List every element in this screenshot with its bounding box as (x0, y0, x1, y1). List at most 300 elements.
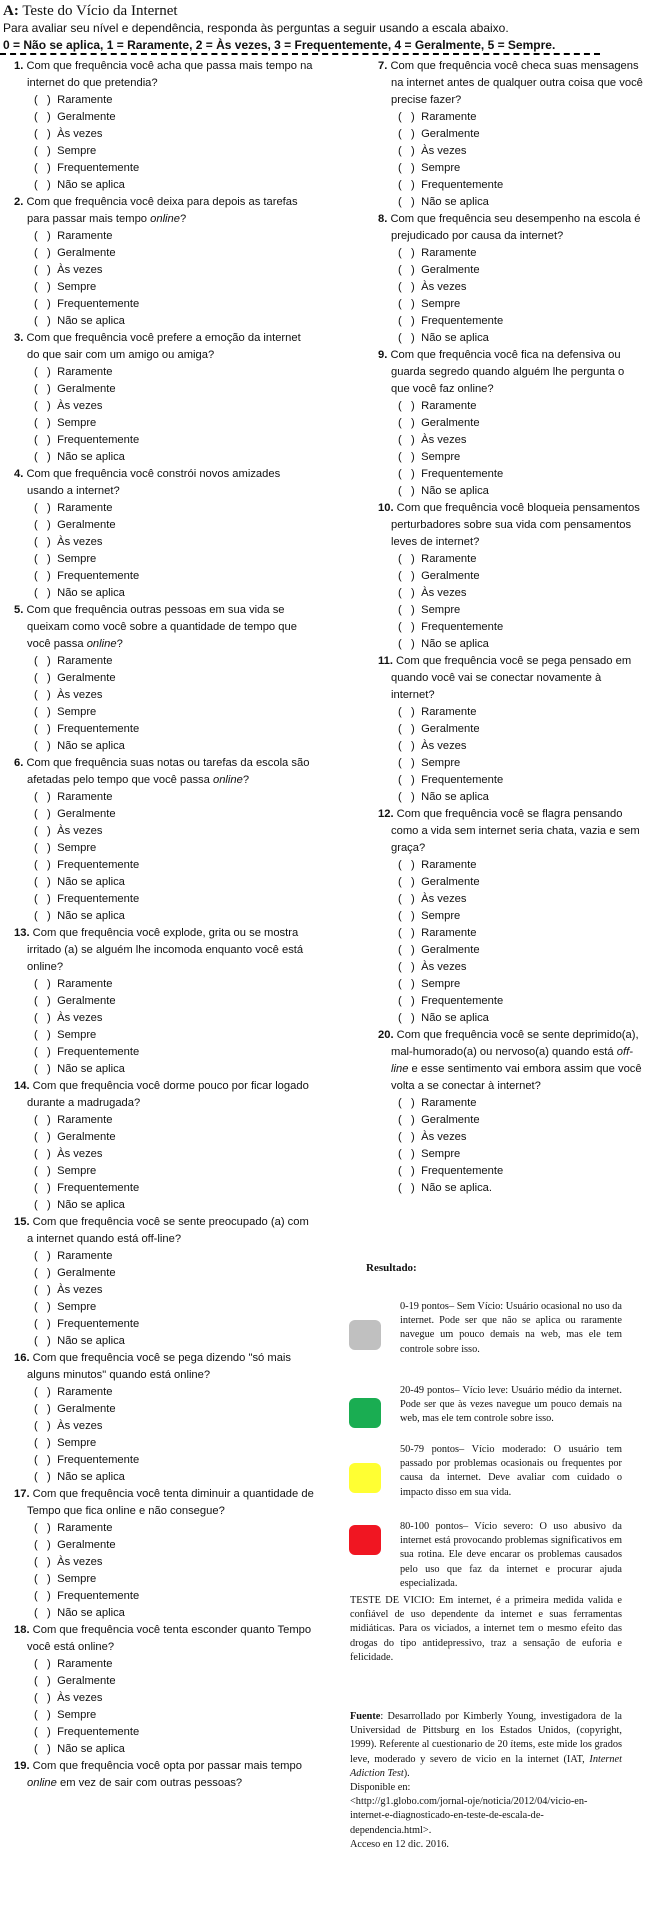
checkbox-parentheses[interactable]: ( ) (34, 910, 51, 922)
answer-option[interactable] (14, 449, 314, 466)
question-item (14, 1622, 314, 1758)
checkbox-parentheses[interactable]: ( ) (398, 774, 415, 786)
checkbox-parentheses[interactable]: ( ) (398, 587, 415, 599)
answer-option[interactable] (14, 177, 314, 194)
answer-option[interactable] (14, 296, 314, 313)
answer-label: Frequentemente (54, 1454, 140, 1466)
answer-option[interactable] (14, 857, 314, 874)
answer-option[interactable] (14, 1724, 314, 1741)
checkbox-parentheses[interactable]: ( ) (34, 247, 51, 259)
answer-option[interactable] (378, 126, 643, 143)
checkbox-parentheses[interactable]: ( ) (34, 1743, 51, 1755)
answer-option[interactable] (14, 432, 314, 449)
answer-option[interactable] (378, 432, 643, 449)
answer-label: Sempre (54, 281, 97, 293)
answer-label: Sempre (54, 1029, 97, 1041)
answer-option[interactable] (378, 109, 643, 126)
answer-option[interactable] (378, 313, 643, 330)
checkbox-parentheses[interactable]: ( ) (398, 723, 415, 735)
answer-option[interactable] (378, 1146, 643, 1163)
checkbox-parentheses[interactable]: ( ) (398, 332, 415, 344)
checkbox-parentheses[interactable]: ( ) (398, 145, 415, 157)
checkbox-parentheses[interactable]: ( ) (34, 1284, 51, 1296)
checkbox-parentheses[interactable]: ( ) (398, 111, 415, 123)
checkbox-parentheses[interactable]: ( ) (34, 1454, 51, 1466)
answer-option[interactable] (378, 857, 643, 874)
checkbox-parentheses[interactable]: ( ) (34, 315, 51, 327)
answer-label: Às vezes (54, 1284, 103, 1296)
questions-left-column (14, 58, 314, 1792)
answer-option[interactable] (14, 1588, 314, 1605)
checkbox-parentheses[interactable]: ( ) (34, 179, 51, 191)
answer-option[interactable] (378, 738, 643, 755)
checkbox-parentheses[interactable]: ( ) (398, 162, 415, 174)
checkbox-parentheses[interactable]: ( ) (34, 876, 51, 888)
legend-text-mild: 20-49 pontos– Vício leve: Usuário médio da internet. Pode ser que às vezes navegue um pouco demais na web, mas ele tem controle sobre isso. (400, 1385, 622, 1425)
answer-option[interactable] (14, 1333, 314, 1350)
checkbox-parentheses[interactable]: ( ) (34, 451, 51, 463)
answer-option[interactable] (14, 1146, 314, 1163)
answer-option[interactable] (14, 1316, 314, 1333)
question-item (378, 653, 643, 806)
checkbox-parentheses[interactable]: ( ) (34, 417, 51, 429)
answer-option[interactable] (14, 721, 314, 738)
checkbox-parentheses[interactable]: ( ) (34, 1250, 51, 1262)
checkbox-parentheses[interactable]: ( ) (34, 1199, 51, 1211)
answer-option[interactable] (14, 993, 314, 1010)
answer-option[interactable] (14, 1248, 314, 1265)
answer-option[interactable] (14, 262, 314, 279)
answer-option[interactable] (378, 466, 643, 483)
checkbox-parentheses[interactable]: ( ) (398, 1114, 415, 1126)
checkbox-parentheses[interactable]: ( ) (34, 434, 51, 446)
question-text: 7. Com que frequência você checa suas mensagens na internet antes de qualquer outra coisa que você precise fazer? (378, 60, 643, 106)
answer-label: Geralmente (54, 808, 116, 820)
source-text: : Desarrollado por Kimberly Young, investigadora de la Universidad de Pittsburg en los Estados Unidos, (copyright, 1999). Referente al cuestionario de 20 ítems, este mide los grados leve, moderado y severo de vicio en la internet (IAT, (350, 1711, 622, 1765)
answer-label: Frequentemente (418, 468, 504, 480)
checkbox-parentheses[interactable]: ( ) (398, 281, 415, 293)
answer-label: Raramente (54, 1250, 113, 1262)
answer-option[interactable] (14, 891, 314, 908)
answer-option[interactable] (14, 908, 314, 925)
answer-option[interactable] (14, 670, 314, 687)
question-item (378, 1027, 643, 1197)
checkbox-parentheses[interactable]: ( ) (34, 842, 51, 854)
source-block (350, 1710, 622, 1852)
checkbox-parentheses[interactable]: ( ) (34, 1301, 51, 1313)
checkbox-parentheses[interactable]: ( ) (398, 1182, 415, 1194)
answer-label: Não se aplica (54, 1199, 125, 1211)
checkbox-parentheses[interactable]: ( ) (398, 1131, 415, 1143)
answer-option[interactable] (14, 1384, 314, 1401)
answer-label: Não se aplica (54, 910, 125, 922)
answer-option[interactable] (378, 398, 643, 415)
question-text: 1. Com que frequência você acha que passa mais tempo na internet do que pretendia? (14, 60, 313, 89)
answer-option[interactable] (14, 1163, 314, 1180)
question-item (14, 1758, 314, 1792)
checkbox-parentheses[interactable]: ( ) (34, 1420, 51, 1432)
answer-label: Geralmente (54, 1403, 116, 1415)
checkbox-parentheses[interactable]: ( ) (34, 502, 51, 514)
answer-option[interactable] (14, 840, 314, 857)
checkbox-parentheses[interactable]: ( ) (34, 672, 51, 684)
checkbox-parentheses[interactable]: ( ) (34, 587, 51, 599)
checkbox-parentheses[interactable]: ( ) (34, 1471, 51, 1483)
answer-option[interactable] (14, 1741, 314, 1758)
answer-option[interactable] (14, 1673, 314, 1690)
checkbox-parentheses[interactable]: ( ) (398, 1097, 415, 1109)
checkbox-parentheses[interactable]: ( ) (398, 485, 415, 497)
answer-label: Geralmente (54, 383, 116, 395)
answer-label: Não se aplica (418, 638, 489, 650)
answer-option[interactable] (14, 279, 314, 296)
checkbox-parentheses[interactable]: ( ) (398, 910, 415, 922)
checkbox-parentheses[interactable]: ( ) (34, 162, 51, 174)
checkbox-parentheses[interactable]: ( ) (398, 400, 415, 412)
checkbox-parentheses[interactable]: ( ) (34, 570, 51, 582)
question-text: 12. Com que frequência você se flagra pensando como a vida sem internet seria chata, vazia e sem graça? (378, 808, 640, 854)
checkbox-parentheses[interactable]: ( ) (34, 723, 51, 735)
answer-label: Raramente (418, 927, 477, 939)
answer-option[interactable] (14, 1435, 314, 1452)
answer-option[interactable] (14, 1044, 314, 1061)
answer-option[interactable] (378, 942, 643, 959)
checkbox-parentheses[interactable]: ( ) (398, 893, 415, 905)
checkbox-parentheses[interactable]: ( ) (34, 1437, 51, 1449)
question-item (14, 1214, 314, 1350)
answer-option[interactable] (14, 381, 314, 398)
checkbox-parentheses[interactable]: ( ) (398, 1148, 415, 1160)
answer-option[interactable] (14, 1707, 314, 1724)
question-number: 10. (378, 502, 394, 514)
answer-option[interactable] (378, 959, 643, 976)
answer-option[interactable] (14, 517, 314, 534)
answer-option[interactable] (14, 1418, 314, 1435)
checkbox-parentheses[interactable]: ( ) (34, 1607, 51, 1619)
answer-option[interactable] (14, 874, 314, 891)
answer-option[interactable] (14, 1656, 314, 1673)
answer-label: Frequentemente (54, 1182, 140, 1194)
checkbox-parentheses[interactable]: ( ) (34, 1573, 51, 1585)
checkbox-parentheses[interactable]: ( ) (34, 1658, 51, 1670)
question-item (378, 58, 643, 211)
answer-option[interactable] (14, 313, 314, 330)
checkbox-parentheses[interactable]: ( ) (34, 1590, 51, 1602)
answer-option[interactable] (14, 1554, 314, 1571)
answer-option[interactable] (14, 143, 314, 160)
checkbox-parentheses[interactable]: ( ) (398, 638, 415, 650)
answer-option[interactable] (14, 245, 314, 262)
checkbox-parentheses[interactable]: ( ) (398, 791, 415, 803)
answer-option[interactable] (14, 1197, 314, 1214)
checkbox-parentheses[interactable]: ( ) (398, 315, 415, 327)
answer-option[interactable] (378, 160, 643, 177)
answer-label: Raramente (54, 366, 113, 378)
checkbox-parentheses[interactable]: ( ) (34, 1046, 51, 1058)
checkbox-parentheses[interactable]: ( ) (34, 1318, 51, 1330)
answer-option[interactable] (14, 126, 314, 143)
answer-option[interactable] (14, 806, 314, 823)
checkbox-parentheses[interactable]: ( ) (398, 298, 415, 310)
answer-label: Raramente (54, 502, 113, 514)
answer-option[interactable] (14, 109, 314, 126)
checkbox-parentheses[interactable]: ( ) (34, 366, 51, 378)
checkbox-parentheses[interactable]: ( ) (34, 825, 51, 837)
answer-option[interactable] (378, 1129, 643, 1146)
checkbox-parentheses[interactable]: ( ) (34, 1692, 51, 1704)
answer-option[interactable] (14, 1452, 314, 1469)
question-item (14, 58, 314, 194)
answer-label: Sempre (418, 162, 461, 174)
checkbox-parentheses[interactable]: ( ) (34, 1029, 51, 1041)
answer-option[interactable] (378, 1095, 643, 1112)
checkbox-parentheses[interactable]: ( ) (34, 1403, 51, 1415)
answer-option[interactable] (14, 228, 314, 245)
answer-option[interactable] (378, 908, 643, 925)
question-number: 8. (378, 213, 388, 225)
answer-option[interactable] (378, 619, 643, 636)
checkbox-parentheses[interactable]: ( ) (398, 621, 415, 633)
answer-label: Não se aplica (54, 740, 125, 752)
answer-label: Frequentemente (418, 621, 504, 633)
checkbox-parentheses[interactable]: ( ) (34, 230, 51, 242)
checkbox-parentheses[interactable]: ( ) (398, 1012, 415, 1024)
answer-option[interactable] (378, 925, 643, 942)
answer-option[interactable] (378, 449, 643, 466)
checkbox-parentheses[interactable]: ( ) (34, 1726, 51, 1738)
answer-option[interactable] (14, 789, 314, 806)
checkbox-parentheses[interactable]: ( ) (398, 927, 415, 939)
checkbox-parentheses[interactable]: ( ) (34, 1335, 51, 1347)
checkbox-parentheses[interactable]: ( ) (34, 791, 51, 803)
answer-option[interactable] (14, 1571, 314, 1588)
checkbox-parentheses[interactable]: ( ) (34, 536, 51, 548)
checkbox-parentheses[interactable]: ( ) (34, 1522, 51, 1534)
answer-option[interactable] (14, 823, 314, 840)
answer-option[interactable] (14, 653, 314, 670)
checkbox-parentheses[interactable]: ( ) (34, 706, 51, 718)
checkbox-parentheses[interactable]: ( ) (34, 995, 51, 1007)
answer-option[interactable] (378, 330, 643, 347)
checkbox-parentheses[interactable]: ( ) (34, 689, 51, 701)
answer-option[interactable] (14, 1401, 314, 1418)
question-text: 6. Com que frequência suas notas ou tarefas da escola são afetadas pelo tempo que você passa online? (14, 757, 310, 786)
checkbox-parentheses[interactable]: ( ) (34, 264, 51, 276)
answer-option[interactable] (378, 891, 643, 908)
answer-option[interactable] (378, 194, 643, 211)
checkbox-parentheses[interactable]: ( ) (34, 740, 51, 752)
question-text: 13. Com que frequência você explode, grita ou se mostra irritado (a) se alguém lhe incomoda enquanto você está online? (14, 927, 304, 973)
checkbox-parentheses[interactable]: ( ) (34, 553, 51, 565)
answer-option[interactable] (14, 738, 314, 755)
answer-option[interactable] (14, 398, 314, 415)
answer-option[interactable] (14, 534, 314, 551)
answer-option[interactable] (14, 415, 314, 432)
checkbox-parentheses[interactable]: ( ) (34, 1267, 51, 1279)
checkbox-parentheses[interactable]: ( ) (34, 400, 51, 412)
answer-label: Sempre (418, 298, 461, 310)
answer-option[interactable] (14, 1469, 314, 1486)
page-title (3, 2, 178, 20)
answer-label: Não se aplica (54, 1063, 125, 1075)
checkbox-parentheses[interactable]: ( ) (398, 553, 415, 565)
answer-option[interactable] (378, 245, 643, 262)
checkbox-parentheses[interactable]: ( ) (398, 740, 415, 752)
question-text: 14. Com que frequência você dorme pouco por ficar logado durante a madrugada? (14, 1080, 309, 1109)
checkbox-parentheses[interactable]: ( ) (34, 1148, 51, 1160)
answer-option[interactable] (378, 721, 643, 738)
checkbox-parentheses[interactable]: ( ) (34, 1131, 51, 1143)
answer-option[interactable] (14, 551, 314, 568)
answer-option[interactable] (14, 92, 314, 109)
checkbox-parentheses[interactable]: ( ) (398, 434, 415, 446)
checkbox-parentheses[interactable]: ( ) (34, 978, 51, 990)
answer-option[interactable] (14, 160, 314, 177)
answer-option[interactable] (14, 1061, 314, 1078)
checkbox-parentheses[interactable]: ( ) (34, 1539, 51, 1551)
answer-option[interactable] (14, 1520, 314, 1537)
checkbox-parentheses[interactable]: ( ) (34, 94, 51, 106)
checkbox-parentheses[interactable]: ( ) (398, 1165, 415, 1177)
checkbox-parentheses[interactable]: ( ) (398, 876, 415, 888)
checkbox-parentheses[interactable]: ( ) (34, 893, 51, 905)
answer-option[interactable] (378, 755, 643, 772)
answer-option[interactable] (14, 976, 314, 993)
answer-label: Sempre (54, 417, 97, 429)
checkbox-parentheses[interactable]: ( ) (398, 468, 415, 480)
checkbox-parentheses[interactable]: ( ) (398, 417, 415, 429)
answer-option[interactable] (14, 1537, 314, 1554)
checkbox-parentheses[interactable]: ( ) (34, 1556, 51, 1568)
answer-option[interactable] (14, 1265, 314, 1282)
answer-option[interactable] (378, 262, 643, 279)
checkbox-parentheses[interactable]: ( ) (398, 706, 415, 718)
checkbox-parentheses[interactable]: ( ) (398, 978, 415, 990)
checkbox-parentheses[interactable]: ( ) (398, 128, 415, 140)
answer-option[interactable] (14, 500, 314, 517)
checkbox-parentheses[interactable]: ( ) (34, 1182, 51, 1194)
answer-option[interactable] (378, 789, 643, 806)
answer-option[interactable] (14, 1112, 314, 1129)
answer-option[interactable] (378, 279, 643, 296)
answer-option[interactable] (378, 976, 643, 993)
question-number: 17. (14, 1488, 30, 1500)
answer-option[interactable] (378, 483, 643, 500)
answer-label: Frequentemente (418, 179, 504, 191)
checkbox-parentheses[interactable]: ( ) (34, 1114, 51, 1126)
checkbox-parentheses[interactable]: ( ) (34, 1063, 51, 1075)
answer-label: Não se aplica (418, 332, 489, 344)
answer-option[interactable] (14, 1299, 314, 1316)
answer-option[interactable] (378, 143, 643, 160)
answer-option[interactable] (378, 415, 643, 432)
checkbox-parentheses[interactable]: ( ) (34, 1165, 51, 1177)
answer-label: Geralmente (54, 1675, 116, 1687)
answer-option[interactable] (378, 551, 643, 568)
question-text: 15. Com que frequência você se sente preocupado (a) com a internet quando está off-line? (14, 1216, 309, 1245)
answer-option[interactable] (14, 1027, 314, 1044)
checkbox-parentheses[interactable]: ( ) (398, 995, 415, 1007)
answer-option[interactable] (378, 772, 643, 789)
answer-option[interactable] (378, 296, 643, 313)
answer-option[interactable] (14, 585, 314, 602)
answer-label: Frequentemente (54, 434, 140, 446)
answer-option[interactable] (378, 1180, 643, 1197)
checkbox-parentheses[interactable]: ( ) (398, 944, 415, 956)
answer-option[interactable] (378, 874, 643, 891)
checkbox-parentheses[interactable]: ( ) (34, 128, 51, 140)
checkbox-parentheses[interactable]: ( ) (398, 757, 415, 769)
checkbox-parentheses[interactable]: ( ) (398, 570, 415, 582)
checkbox-parentheses[interactable]: ( ) (398, 859, 415, 871)
answer-option[interactable] (378, 585, 643, 602)
answer-option[interactable] (14, 1282, 314, 1299)
answer-option[interactable] (14, 568, 314, 585)
checkbox-parentheses[interactable]: ( ) (34, 383, 51, 395)
answer-option[interactable] (14, 704, 314, 721)
checkbox-parentheses[interactable]: ( ) (34, 859, 51, 871)
answer-option[interactable] (378, 568, 643, 585)
checkbox-parentheses[interactable]: ( ) (398, 247, 415, 259)
answer-option[interactable] (378, 993, 643, 1010)
checkbox-parentheses[interactable]: ( ) (34, 808, 51, 820)
checkbox-parentheses[interactable]: ( ) (34, 298, 51, 310)
question-text: 2. Com que frequência você deixa para depois as tarefas para passar mais tempo online? (14, 196, 298, 225)
answer-option[interactable] (14, 1605, 314, 1622)
checkbox-parentheses[interactable]: ( ) (34, 111, 51, 123)
checkbox-parentheses[interactable]: ( ) (34, 281, 51, 293)
answer-label: Sempre (418, 910, 461, 922)
answer-option[interactable] (14, 687, 314, 704)
answer-option[interactable] (14, 1180, 314, 1197)
checkbox-parentheses[interactable]: ( ) (34, 145, 51, 157)
answer-label: Raramente (54, 230, 113, 242)
answer-option[interactable] (378, 636, 643, 653)
answer-option[interactable] (378, 602, 643, 619)
checkbox-parentheses[interactable]: ( ) (34, 655, 51, 667)
answer-option[interactable] (14, 1690, 314, 1707)
answer-label: Às vezes (54, 825, 103, 837)
checkbox-parentheses[interactable]: ( ) (398, 451, 415, 463)
checkbox-parentheses[interactable]: ( ) (398, 604, 415, 616)
checkbox-parentheses[interactable]: ( ) (34, 1386, 51, 1398)
checkbox-parentheses[interactable]: ( ) (34, 519, 51, 531)
checkbox-parentheses[interactable]: ( ) (398, 961, 415, 973)
answer-option[interactable] (378, 1112, 643, 1129)
answer-label: Raramente (54, 1522, 113, 1534)
checkbox-parentheses[interactable]: ( ) (34, 1675, 51, 1687)
answer-option[interactable] (378, 704, 643, 721)
checkbox-parentheses[interactable]: ( ) (398, 196, 415, 208)
answer-option[interactable] (378, 1010, 643, 1027)
checkbox-parentheses[interactable]: ( ) (398, 179, 415, 191)
answer-option[interactable] (14, 1010, 314, 1027)
checkbox-parentheses[interactable]: ( ) (34, 1709, 51, 1721)
legend-text-severe: 80-100 pontos– Vício severo: O uso abusivo da internet está provocando problemas significativos em sua rotina. Ele deve encarar os problemas causados pelo uso que faz da internet e procurar ajuda especializada. (400, 1521, 622, 1589)
checkbox-parentheses[interactable]: ( ) (398, 264, 415, 276)
checkbox-parentheses[interactable]: ( ) (34, 1012, 51, 1024)
answer-option[interactable] (378, 1163, 643, 1180)
answer-option[interactable] (14, 364, 314, 381)
answer-label: Frequentemente (54, 1590, 140, 1602)
answer-label: Frequentemente (54, 893, 140, 905)
questions-right-column (378, 58, 643, 1197)
answer-label: Não se aplica (418, 1012, 489, 1024)
answer-option[interactable] (14, 1129, 314, 1146)
question-number: 1. (14, 60, 24, 72)
question-number: 13. (14, 927, 30, 939)
answer-option[interactable] (378, 177, 643, 194)
